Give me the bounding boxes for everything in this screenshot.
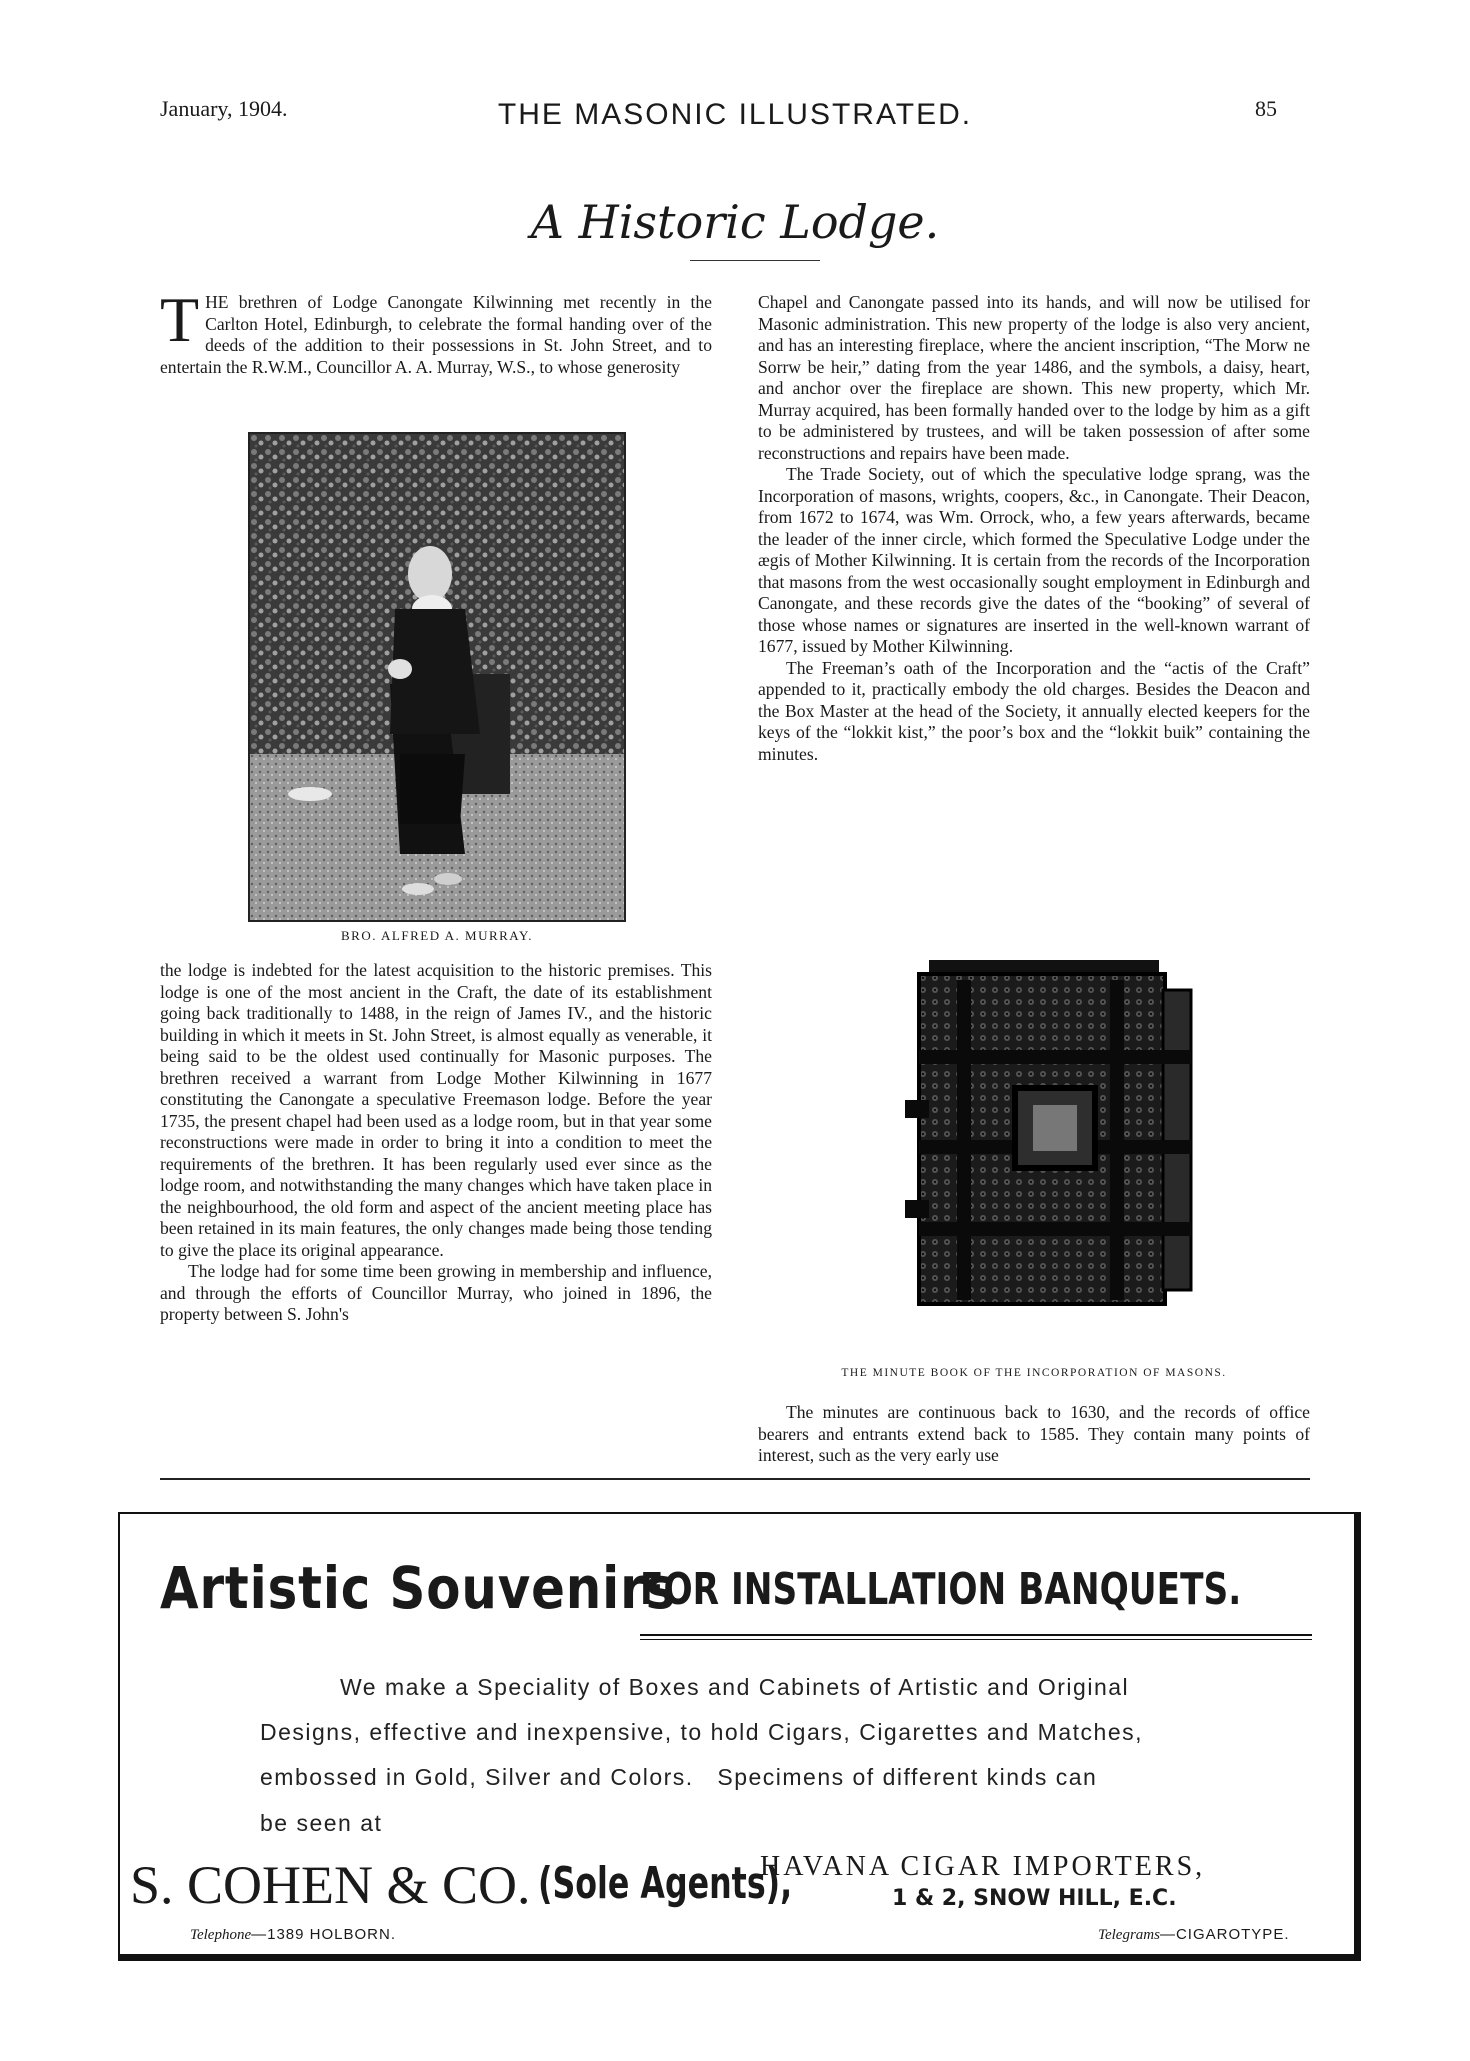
right-column-body <box>758 292 1310 765</box>
ad-sole-agents: (Sole Agents), <box>538 1858 793 1909</box>
telegrams-address: —CIGAROTYPE. <box>1159 1926 1290 1943</box>
ad-headline-underline <box>640 1634 1312 1636</box>
right-paragraph-2: The Trade Society, out of which the speculative lodge sprang, was the Incorporation of masons, wrights, coopers, &c., in Canongate. Their Deacon, from 1672 to 1674, was Wm. Orrock, who, a few years afterwards, became the leader of the inner circle, which formed the Speculative Lodge under the ægis of Mother Kilwinning. It is certain from the records of the Incorporation that masons from the west occasionally sought employment in Edinburgh and Canongate, and these records give the dates of the “booking” of several of those whose names or signatures are inserted in the well-known warrant of 1677, issued by Mother Kilwinning. <box>758 464 1310 656</box>
ad-headline-left: Artistic Souvenirs <box>160 1554 677 1622</box>
right-paragraph-3: The Freeman’s oath of the Incorporation and the “actis of the Craft” appended to it, practically embody the old charges. Besides the Deacon and the Box Master at the head of the Society, it annually elected keepers for the keys of the “lokkit kist,” the poor’s box and the “lokkit buik” containing the minutes. <box>758 657 1310 764</box>
minute-book-illustration <box>905 960 1211 1318</box>
article-intro <box>160 284 712 378</box>
minute-book-caption: THE MINUTE BOOK OF THE INCORPORATION OF MASONS. <box>841 1367 1227 1379</box>
left-paragraph-1: the lodge is indebted for the latest acquisition to the historic premises. This lodge is one of the most ancient in the Craft, the date of its establishment going back traditionally to 1488, in the reign of James IV., and the historic building in which it meets in St. John Street, is almost equally as venerable, it being said to be the oldest used continually for Masonic purposes. The brethren received a warrant from Lodge Mother Kilwinning in 1677 constituting the Canongate a speculative Freemason lodge. Before the year 1735, the present chapel had been used as a lodge room, but in that year some reconstructions were made in order to bring it into a condition to meet the requirements of the brethren. It has been regularly used ever since as the lodge room, and notwithstanding the many changes which have taken place in the neighbourhood, the old form and aspect of the ancient meeting place has been retained in its main features, the only changes made being those tending to give the place its original appearance. <box>160 960 712 1260</box>
telegrams-label: Telegrams <box>1098 1927 1160 1943</box>
portrait-illustration <box>250 434 624 920</box>
page-number: 85 <box>1255 96 1277 121</box>
intro-text: HE brethren of Lodge Canongate Kilwinning met recently in the Carlton Hotel, Edinburgh, to celebrate the formal handing over of the deeds of the addition to their possessions in St. John Street, and to entertain the R.W.M., Councillor A. A. Murray, W.S., to whose generosity <box>160 292 712 377</box>
title-divider <box>690 260 820 261</box>
right-column-tail <box>758 1402 1310 1467</box>
issue-date: January, 1904. <box>160 96 288 121</box>
publication-title: THE MASONIC ILLUSTRATED. <box>497 98 973 131</box>
portrait-caption: BRO. ALFRED A. MURRAY. <box>341 928 533 943</box>
ad-body-line-4: be seen at <box>260 1810 383 1836</box>
left-paragraph-2: The lodge had for some time been growing in membership and influence, and through the efforts of Councillor Murray, who joined in 1896, the property between S. John's <box>160 1261 712 1324</box>
ad-address: 1 & 2, SNOW HILL, E.C. <box>892 1886 1177 1911</box>
ad-body-line-2: Designs, effective and inexpensive, to hold Cigars, Cigarettes and Matches, <box>260 1719 1143 1745</box>
portrait-photo <box>248 432 626 922</box>
article-bottom-rule <box>160 1478 1310 1480</box>
advertisement-box <box>118 1512 1361 1961</box>
ad-telegrams <box>1098 1926 1290 1944</box>
ad-company-name: S. COHEN & CO. <box>130 1855 531 1915</box>
telephone-number: —1389 HOLBORN. <box>251 1926 396 1943</box>
right-paragraph-4: The minutes are continuous back to 1630, and the records of office bearers and entrants extend back to 1585. They contain many points of interest, such as the very early use <box>758 1402 1310 1465</box>
ad-trade: HAVANA CIGAR IMPORTERS, <box>760 1851 1206 1882</box>
ad-telephone <box>190 1926 396 1944</box>
ad-headline-underline-2 <box>640 1639 1312 1640</box>
chest-drawing <box>905 960 1211 1318</box>
ad-headline-right: FOR INSTALLATION BANQUETS. <box>640 1564 1242 1615</box>
article-title: A Historic Lodge. <box>530 195 940 249</box>
ad-body-line-1: We make a Speciality of Boxes and Cabinets of Artistic and Original <box>340 1674 1130 1700</box>
drop-cap: T <box>160 284 200 355</box>
telephone-label: Telephone <box>190 1927 252 1943</box>
ad-body-line-3: embossed in Gold, Silver and Colors. Specimens of different kinds can <box>260 1764 1098 1790</box>
right-paragraph-1: Chapel and Canongate passed into its hands, and will now be utilised for Masonic administration. This new property of the lodge is also very ancient, and has an interesting fireplace, where the ancient inscription, “The Morw ne Sorrw be heir,” dating from the year 1486, and the symbols, a daisy, heart, and anchor over the fireplace are shown. This new property, which Mr. Murray acquired, has been formally handed over to the lodge by him as a gift to be administered by trustees, and will be taken possession of after some reconstructions and repairs have been made. <box>758 292 1310 463</box>
left-column-body <box>160 960 712 1326</box>
